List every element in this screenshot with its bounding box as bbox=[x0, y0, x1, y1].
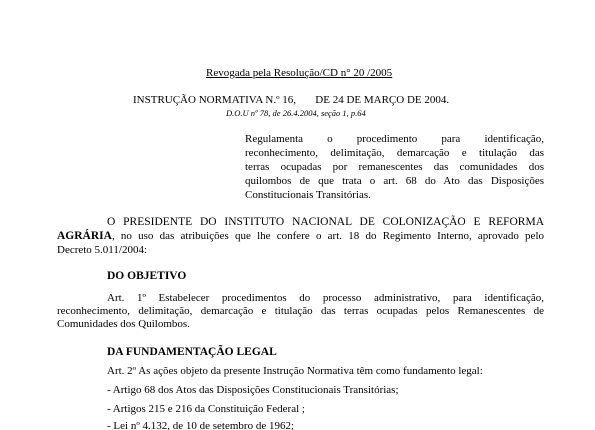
summary-line: Regulamenta o procedimento para identificação, bbox=[245, 133, 544, 145]
preamble-line bbox=[57, 230, 544, 243]
preamble-line: O PRESIDENTE DO INSTITUTO NACIONAL DE COLONIZAÇÃO E REFORMA bbox=[107, 216, 544, 228]
preamble-text: , no uso das atribuições que lhe confere o art. 18 do Regimento Interno, aprovado pelo bbox=[111, 230, 544, 242]
summary-line: reconhecimento, delimitação, demarcação e titulação das bbox=[245, 147, 544, 159]
document-title: INSTRUÇÃO NORMATIVA N.º 16, DE 24 DE MARÇO DE 2004. bbox=[133, 94, 450, 106]
article-line: Art. 1º Estabelecer procedimentos do processo administrativo, para identificação, bbox=[107, 292, 544, 304]
article-line: Comunidades dos Quilombos. bbox=[57, 318, 190, 330]
revocation-note: Revogada pela Resolução/CD n° 20 /2005 bbox=[206, 67, 393, 79]
legal-basis-item: - Artigo 68 dos Atos das Disposições Constitucionais Transitórias; bbox=[107, 384, 399, 396]
summary-line: Constitucionais Transitórias. bbox=[245, 189, 371, 201]
legal-basis-item: - Lei nº 4.132, de 10 de setembro de 1962; bbox=[107, 420, 295, 430]
section-heading-legal-basis: DA FUNDAMENTAÇÃO LEGAL bbox=[107, 346, 277, 358]
summary-line: terras ocupadas por remanescentes das comunidades dos bbox=[245, 161, 544, 173]
article-line: reconhecimento, delimitação, demarcação e titulação das terras ocupadas pelos Remanescentes de bbox=[57, 305, 544, 317]
section-heading-objective: DO OBJETIVO bbox=[107, 270, 187, 282]
agency-name-end: AGRÁRIA bbox=[57, 230, 112, 242]
summary-line: quilombos de que trata o art. 68 do Ato das Disposições bbox=[245, 175, 544, 187]
preamble-line: Decreto 5.011/2004: bbox=[57, 244, 148, 256]
publication-reference: D.O.U nº 78, de 26.4.2004, seção 1, p.64 bbox=[226, 108, 366, 118]
legal-basis-item: - Artigos 215 e 216 da Constituição Federal ; bbox=[107, 403, 305, 415]
article-2: Art. 2º As ações objeto da presente Instrução Normativa têm como fundamento legal: bbox=[107, 365, 483, 377]
